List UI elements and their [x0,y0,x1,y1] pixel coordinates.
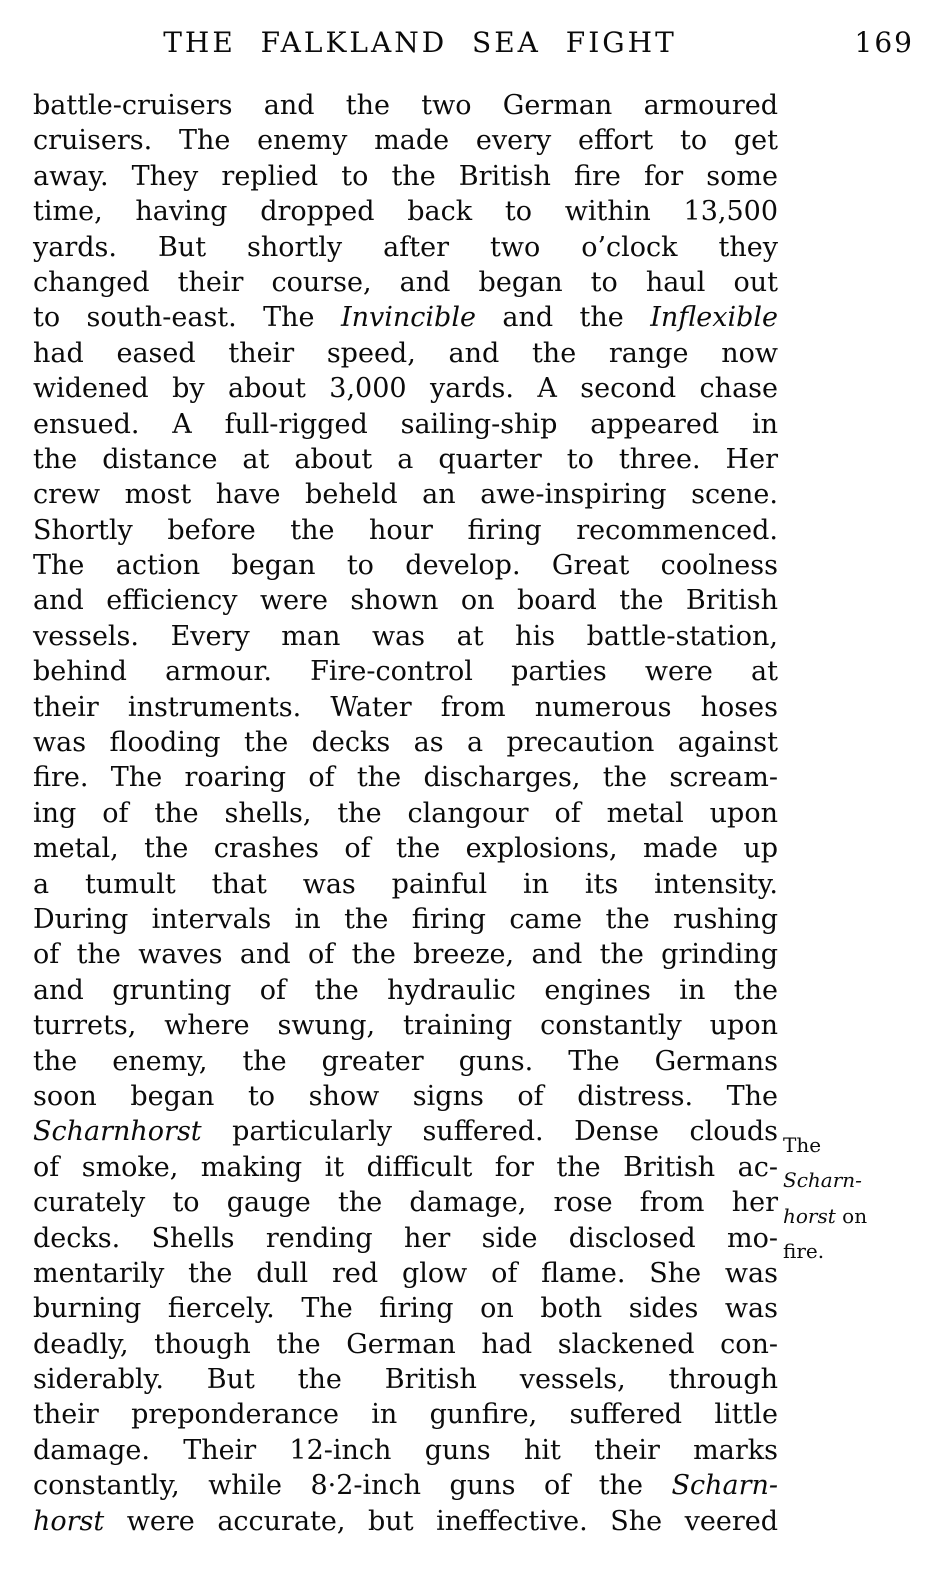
text-segment: and grunting of the hydraulic engines in the [33,974,778,1006]
text-segment: mentarily the dull red glow of flame. She was [33,1257,778,1289]
text-segment: metal, the crashes of the explosions, made up [33,833,778,865]
text-segment: was flooding the decks as a precaution against [33,727,778,759]
text-segment: of the waves and of the breeze, and the grinding [33,939,778,971]
text-line [33,407,778,442]
text-line [33,513,778,548]
text-segment: The action began to develop. Great coolness [33,550,778,582]
text-line [33,1150,778,1185]
text-line [33,973,778,1008]
italic-text-segment: Scharnhorst [33,1116,202,1148]
text-segment: battle-cruisers and the two German armoured [33,90,778,121]
text-segment: yards. But shortly after two o’clock they [33,231,778,263]
text-segment: on [835,1203,868,1228]
italic-text-segment: horst [783,1203,836,1228]
text-segment: turrets, where swung, training constantly upon [33,1010,778,1042]
text-segment: had eased their speed, and the range now [33,337,778,369]
text-line [33,548,778,583]
text-segment: of smoke, making it difficult for the British ac- [33,1151,778,1183]
text-segment: ing of the shells, the clangour of metal upon [33,797,778,829]
text-segment: away. They replied to the British fire for some [33,160,778,192]
text-line [33,88,778,123]
text-segment: fire. [783,1239,825,1264]
text-segment: their preponderance in gunfire, suffered little [33,1399,778,1431]
text-line [33,371,778,406]
text-segment: the distance at about a quarter to three. Her [33,443,778,475]
text-line [33,123,778,158]
text-line [33,1291,778,1326]
running-head [0,26,950,66]
text-segment: a tumult that was painful in its intensity. [33,868,778,900]
text-line [33,1433,778,1468]
text-line [33,867,778,902]
text-line [33,230,778,265]
text-segment: their instruments. Water from numerous hoses [33,691,778,723]
italic-text-segment: Invincible [340,302,476,334]
text-segment: crew most have beheld an awe-inspiring scene. [33,479,778,511]
text-segment: cruisers. The enemy made every effort to get [33,125,778,157]
text-line [33,442,778,477]
text-segment: time, having dropped back to within 13,500 [33,196,778,228]
page-number: 169 [854,26,914,59]
text-line [33,1114,778,1149]
text-line [33,1079,778,1114]
text-line [33,1468,778,1503]
text-segment: decks. Shells rending her side disclosed mo- [33,1222,778,1254]
text-segment: behind armour. Fire-control parties were at [33,656,778,688]
text-line [33,300,778,335]
text-segment: Shortly before the hour firing recommenced. [33,514,778,546]
italic-text-segment: Scharn- [783,1168,862,1193]
text-line [33,1327,778,1362]
text-segment: fire. The roaring of the discharges, the scream- [33,762,778,794]
text-segment: and efficiency were shown on board the British [33,585,778,617]
body-text [33,88,778,1539]
text-line [33,1362,778,1397]
text-segment: damage. Their 12-inch guns hit their marks [33,1434,778,1466]
text-line [33,1044,778,1079]
text-line [33,1221,778,1256]
text-segment: the enemy, the greater guns. The Germans [33,1045,778,1077]
text-line [33,159,778,194]
text-segment: ensued. A full-rigged sailing-ship appeared in [33,408,778,440]
text-segment: were accurate, but ineffective. She veered [104,1505,778,1537]
text-line [33,1504,778,1539]
text-segment: The [783,1133,822,1157]
text-line [33,336,778,371]
text-segment: particularly suffered. Dense clouds [201,1116,778,1148]
text-line [33,654,778,689]
text-segment: During intervals in the firing came the rushing [33,903,778,935]
text-segment: constantly, while 8·2-inch guns of the [33,1470,672,1502]
text-segment: burning fiercely. The firing on both sides was [33,1293,778,1325]
text-line [33,1185,778,1220]
italic-text-segment: horst [33,1505,105,1537]
text-line [783,1122,948,1157]
text-line [33,937,778,972]
text-line [33,265,778,300]
text-segment: to south-east. The [33,302,341,334]
text-segment: siderably. But the British vessels, through [33,1364,778,1396]
text-segment: and the [475,302,651,334]
text-line [783,1193,948,1228]
text-segment: curately to gauge the damage, rose from her [33,1187,778,1219]
text-line [33,690,778,725]
text-segment: widened by about 3,000 yards. A second chase [33,373,778,405]
text-line [33,725,778,760]
italic-text-segment: Inflexible [650,302,778,334]
text-line [33,1256,778,1291]
text-line [33,1397,778,1432]
text-line [33,619,778,654]
text-line [33,194,778,229]
italic-text-segment: Scharn- [671,1470,778,1502]
text-line [33,583,778,618]
margin-note [783,1122,948,1264]
text-line [33,760,778,795]
text-segment: soon began to show signs of distress. The [33,1080,778,1112]
text-line [783,1157,948,1192]
text-line [33,902,778,937]
text-segment: changed their course, and began to haul out [33,266,778,298]
text-line [33,796,778,831]
text-segment: vessels. Every man was at his battle-station, [33,620,778,652]
text-line [33,477,778,512]
text-line [33,831,778,866]
text-segment: deadly, though the German had slackened con- [33,1328,778,1360]
page-title: THE FALKLAND SEA FIGHT [163,26,677,59]
text-line [33,1008,778,1043]
